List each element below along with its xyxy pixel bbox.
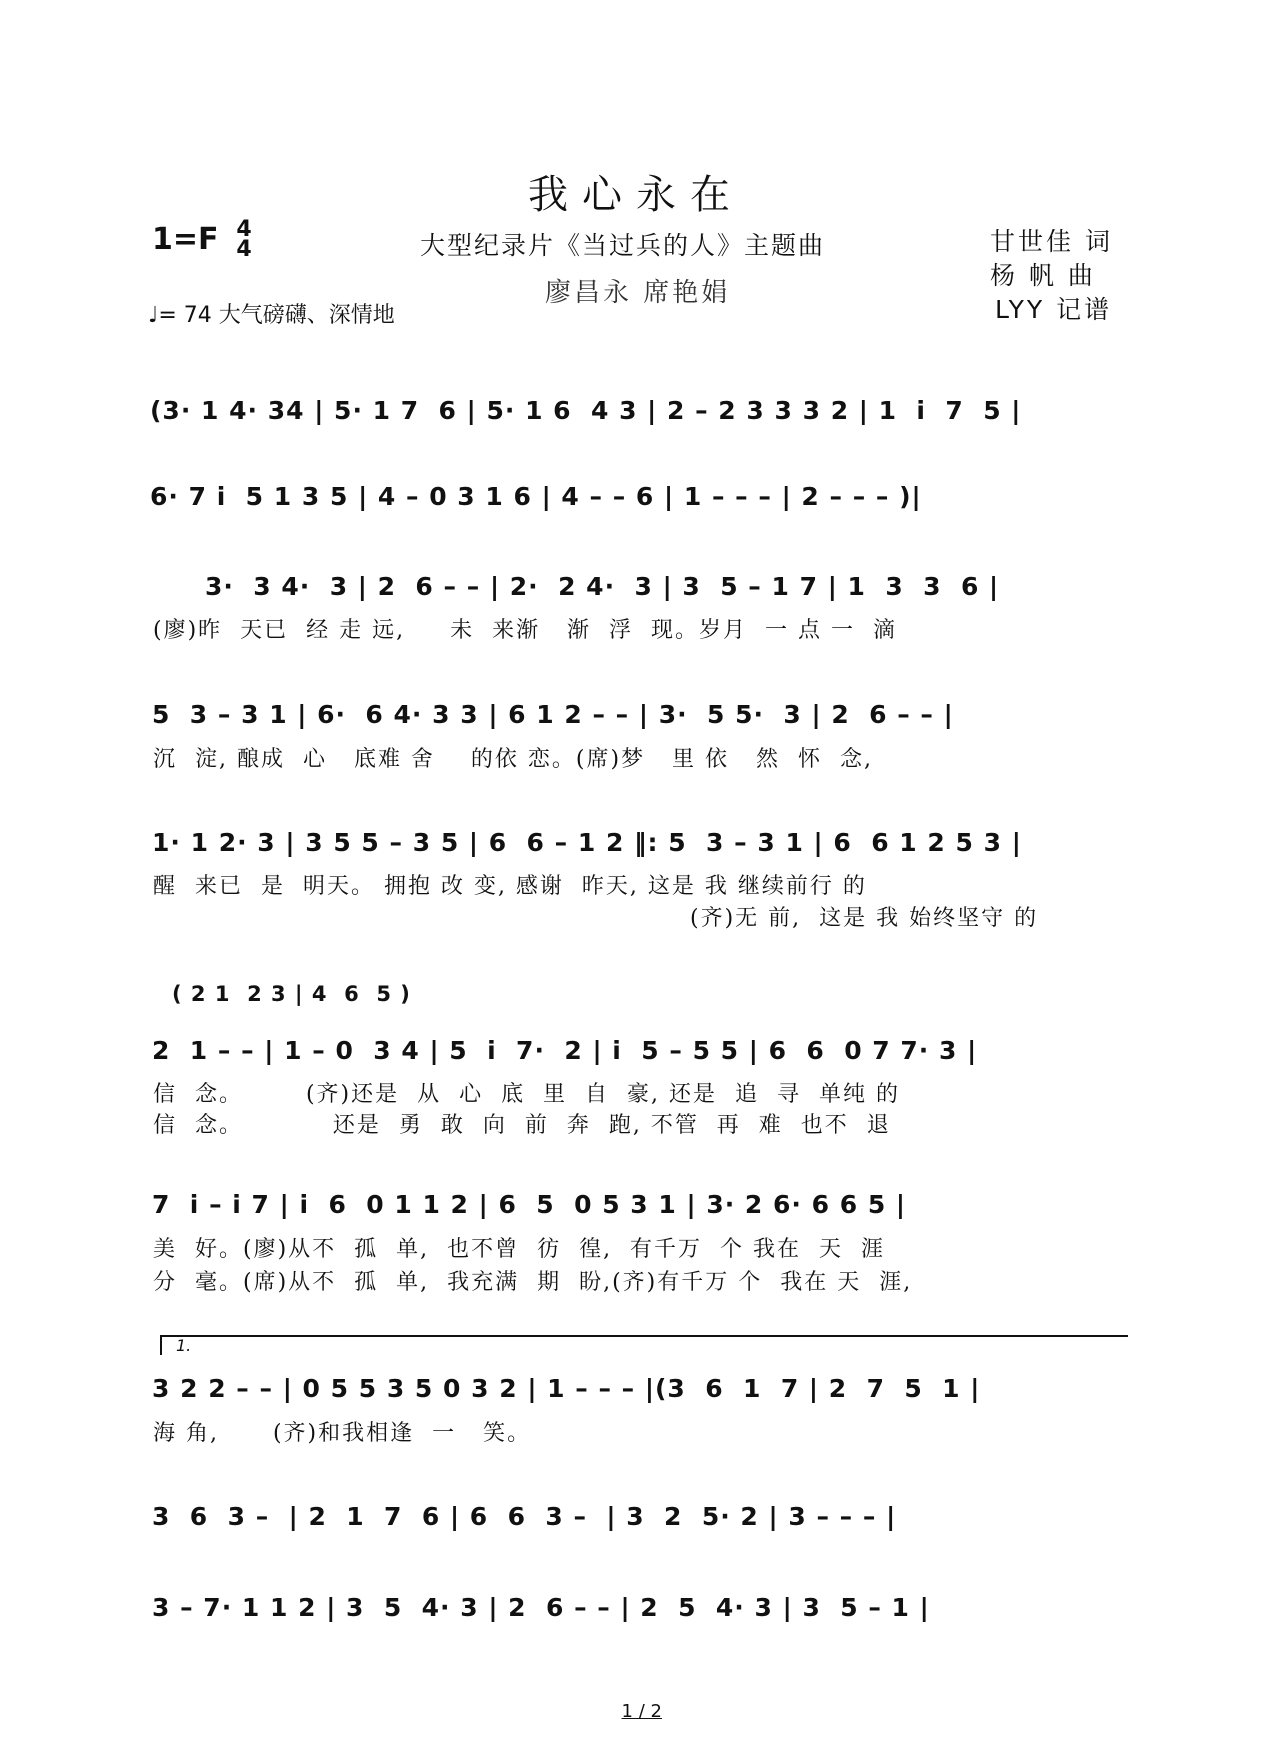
composer-credit: 杨 帆 曲 — [990, 261, 1096, 290]
notation-row-6: 2 1 – – | 1 – 0 3 4 | 5 i 7· 2 | i 5 – 5 5 | 6 6 0 7 7· 3 | — [152, 1036, 978, 1065]
lyric-row-7a: 美 好。(廖)从不 孤 单, 也不曾 彷 徨, 有千万 个 我在 天 涯 — [153, 1237, 886, 1262]
transcriber-credit: LYY 记谱 — [995, 295, 1113, 324]
lyricist-credit: 甘世佳 词 — [990, 227, 1113, 256]
time-signature — [232, 217, 256, 262]
notation-row-2: 6· 7 i 5 1 3 5 | 4 – 0 3 1 6 | 4 – – 6 | 1 – – – | 2 – – – )| — [150, 482, 922, 511]
song-title: 我心永在 — [528, 172, 744, 218]
subtitle: 大型纪录片《当过兵的人》主题曲 — [420, 231, 826, 260]
notation-row-3: 3· 3 4· 3 | 2 6 – – | 2· 2 4· 3 | 3 5 – 1 7 | 1 3 3 6 | — [205, 572, 1000, 601]
notation-row-4: 5 3 – 3 1 | 6· 6 4· 3 3 | 6 1 2 – – | 3· 5 5· 3 | 2 6 – – | — [152, 700, 954, 729]
page-number — [0, 1680, 1272, 1722]
time-signature-top: 4 — [236, 217, 252, 242]
notation-row-1: (3· 1 4· 34 | 5· 1 7 6 | 5· 1 6 4 3 | 2 – 2 3 3 3 2 | 1 i 7 5 | — [150, 396, 1022, 425]
volta-label: 1. — [176, 1336, 192, 1355]
notation-row-6-accompaniment: ( 2 1 2 3 | 4 6 5 ) — [172, 982, 411, 1006]
lyric-row-7b: 分 毫。(席)从不 孤 单, 我充满 期 盼,(齐)有千万 个 我在 天 涯, — [153, 1270, 913, 1295]
key-signature: 1=F — [152, 222, 219, 257]
notation-row-7: 7 i – i 7 | i 6 0 1 1 2 | 6 5 0 5 3 1 | 3· 2 6· 6 6 5 | — [152, 1190, 907, 1219]
volta-bracket — [160, 1335, 1128, 1355]
singers: 廖昌永 席艳娟 — [545, 278, 731, 308]
lyric-row-8: 海 角, (齐)和我相逢 一 笑。 — [153, 1421, 532, 1446]
time-signature-bottom: 4 — [236, 237, 252, 262]
notation-row-5: 1· 1 2· 3 | 3 5 5 – 3 5 | 6 6 – 1 2 ‖: 5 3 – 3 1 | 6 6 1 2 5 3 | — [152, 828, 1022, 857]
lyric-row-4: 沉 淀, 酿成 心 底难 舍 的依 恋。(席)梦 里 依 然 怀 念, — [153, 747, 873, 772]
page-number-text: 1 / 2 — [621, 1701, 662, 1722]
notation-row-8: 3 2 2 – – | 0 5 5 3 5 0 3 2 | 1 – – – |(3 6 1 7 | 2 7 5 1 | — [152, 1374, 981, 1403]
notation-row-10: 3 – 7· 1 1 2 | 3 5 4· 3 | 2 6 – – | 2 5 4· 3 | 3 5 – 1 | — [152, 1593, 930, 1622]
lyric-row-5a: 醒 来已 是 明天。 拥抱 改 变, 感谢 昨天, 这是 我 继续前行 的 — [153, 874, 867, 899]
tempo-marking: ♩= 74 大气磅礴、深情地 — [148, 303, 395, 328]
lyric-row-6a: 信 念。 (齐)还是 从 心 底 里 自 豪, 还是 追 寻 单纯 的 — [153, 1082, 900, 1107]
notation-row-9: 3 6 3 – | 2 1 7 6 | 6 6 3 – | 3 2 5· 2 | 3 – – – | — [152, 1502, 897, 1531]
lyric-row-5b: (齐)无 前, 这是 我 始终坚守 的 — [690, 906, 1039, 931]
lyric-row-3: (廖)昨 天已 经 走 远, 未 来渐 渐 浮 现。岁月 一 点 一 滴 — [153, 618, 897, 643]
lyric-row-6b: 信 念。 还是 勇 敢 向 前 奔 跑, 不管 再 难 也不 退 — [153, 1113, 891, 1138]
